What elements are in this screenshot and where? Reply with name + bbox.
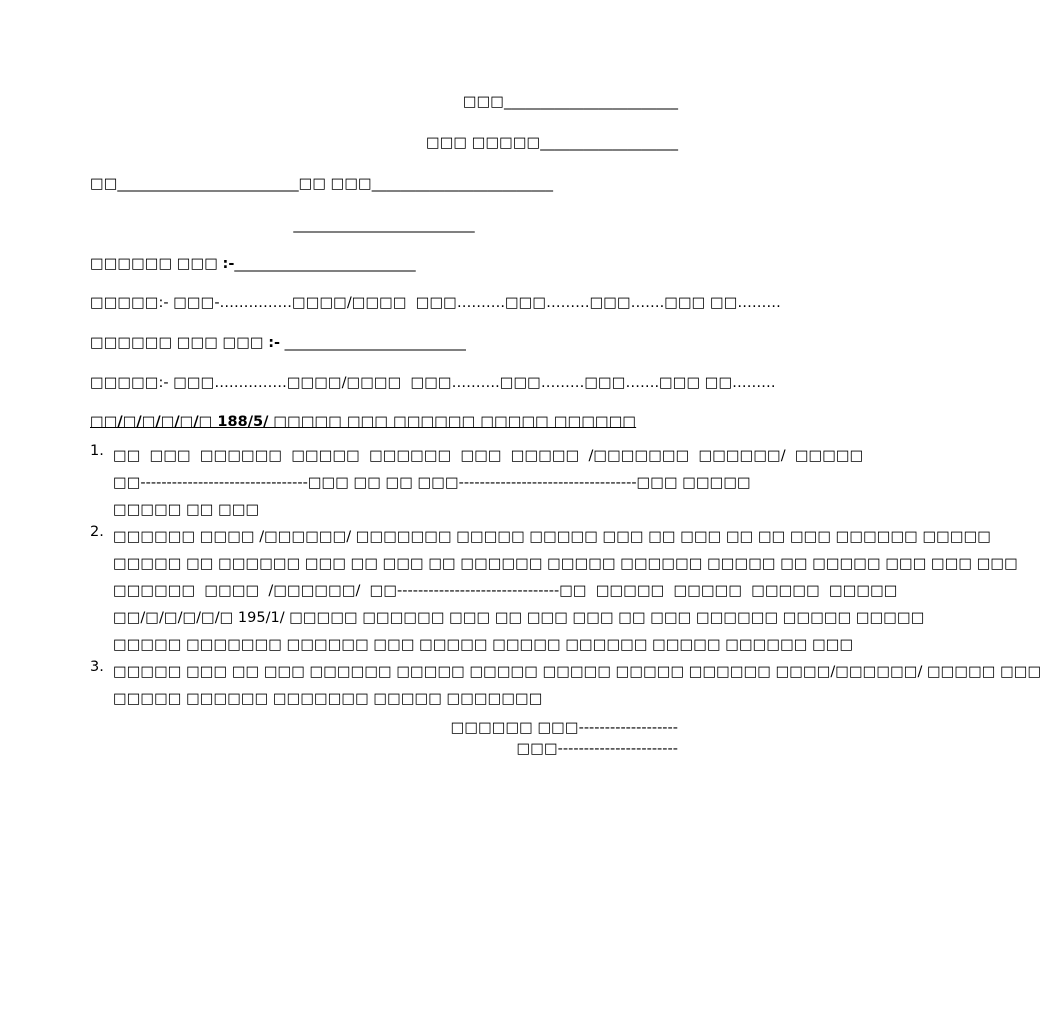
party1-blank: _________________________ xyxy=(234,256,416,272)
header-line-4: _________________________ xyxy=(293,217,475,233)
list-item-line: □□□□□ □□ □□□□□□ □□□ □□ □□□ □□ □□□□□□ □□□□□ □□□□□□ □□□□□ □□ □□□□□ □□□ □□□ □□□ xyxy=(113,556,1018,572)
party2-name-line xyxy=(90,334,678,352)
party1-colon: :- xyxy=(222,256,235,272)
list-item-line: □□--------------------------------□□□ □□ □□ □□□----------------------------------□□□ □□□□□ xyxy=(113,475,751,491)
list-item-line: □□□□□ □□□ □□ □□□ □□□□□□ □□□□□ □□□□□ □□□□□ □□□□□ □□□□□□ □□□□/□□□□□□/ □□□□□ □□□ xyxy=(113,664,1041,680)
party2-colon: :- xyxy=(268,335,281,351)
party1-address: □□□□□:- □□□-……………□□□□/□□□□ □□□……….□□□………□□□…….□□□ □□……… xyxy=(90,295,781,311)
signature-line-2: □□□----------------------- xyxy=(516,741,678,757)
list-item-number: 1. xyxy=(90,443,104,459)
list-item-line: □□□□□□ □□□□ /□□□□□□/ □□-------------------------------□□ □□□□□ □□□□□ □□□□□ □□□□□ xyxy=(113,583,898,599)
party2-address: □□□□□:- □□□……………□□□□/□□□□ □□□……….□□□………□□□…….□□□ □□……… xyxy=(90,375,776,391)
list-item-line: □□ □□□ □□□□□□ □□□□□ □□□□□□ □□□ □□□□□ /□□□□□□□ □□□□□□/ □□□□□ xyxy=(113,448,864,464)
list-item-1 xyxy=(90,443,864,524)
signature-name: □□□□□□ □□□------------------- xyxy=(450,720,678,736)
list-item-line: □□□□□ □□□□□□ □□□□□□□ □□□□□ □□□□□□□ xyxy=(113,691,543,707)
section-heading: □□/□/□/□/□/□ 188/5/ □□□□□ □□□ □□□□□□ □□□□□ □□□□□□ xyxy=(90,414,637,430)
header-line-2: □□□ □□□□□___________________ xyxy=(426,135,678,151)
list-item-line: □□□□□ □□ □□□ xyxy=(113,502,260,518)
header-line-1: □□□________________________ xyxy=(462,94,678,110)
list-item-line: □□□□□□ □□□□ /□□□□□□/ □□□□□□□ □□□□□ □□□□□ □□□ □□ □□□ □□ □□ □□□ □□□□□□ □□□□□ xyxy=(113,529,991,545)
list-item-3 xyxy=(90,659,1041,713)
header-line-3: □□_________________________□□ □□□_________________________ xyxy=(90,176,554,192)
party1-label: □□□□□□ □□□ xyxy=(90,256,218,272)
party2-label: □□□□□□ □□□ □□□ xyxy=(90,335,264,351)
list-item-line: □□□□□ □□□□□□□ □□□□□□ □□□ □□□□□ □□□□□ □□□□□□ □□□□□ □□□□□□ □□□ xyxy=(113,637,854,653)
party1-name-line xyxy=(90,255,678,273)
numbered-list xyxy=(90,443,1041,713)
list-item-2 xyxy=(90,524,1018,659)
party2-blank: _________________________ xyxy=(280,335,466,351)
list-item-number: 3. xyxy=(90,659,104,675)
list-item-number: 2. xyxy=(90,524,104,540)
list-item-line: □□/□/□/□/□/□ 195/1/ □□□□□ □□□□□□ □□□ □□ □□□ □□□ □□ □□□ □□□□□□ □□□□□ □□□□□ xyxy=(113,610,925,626)
